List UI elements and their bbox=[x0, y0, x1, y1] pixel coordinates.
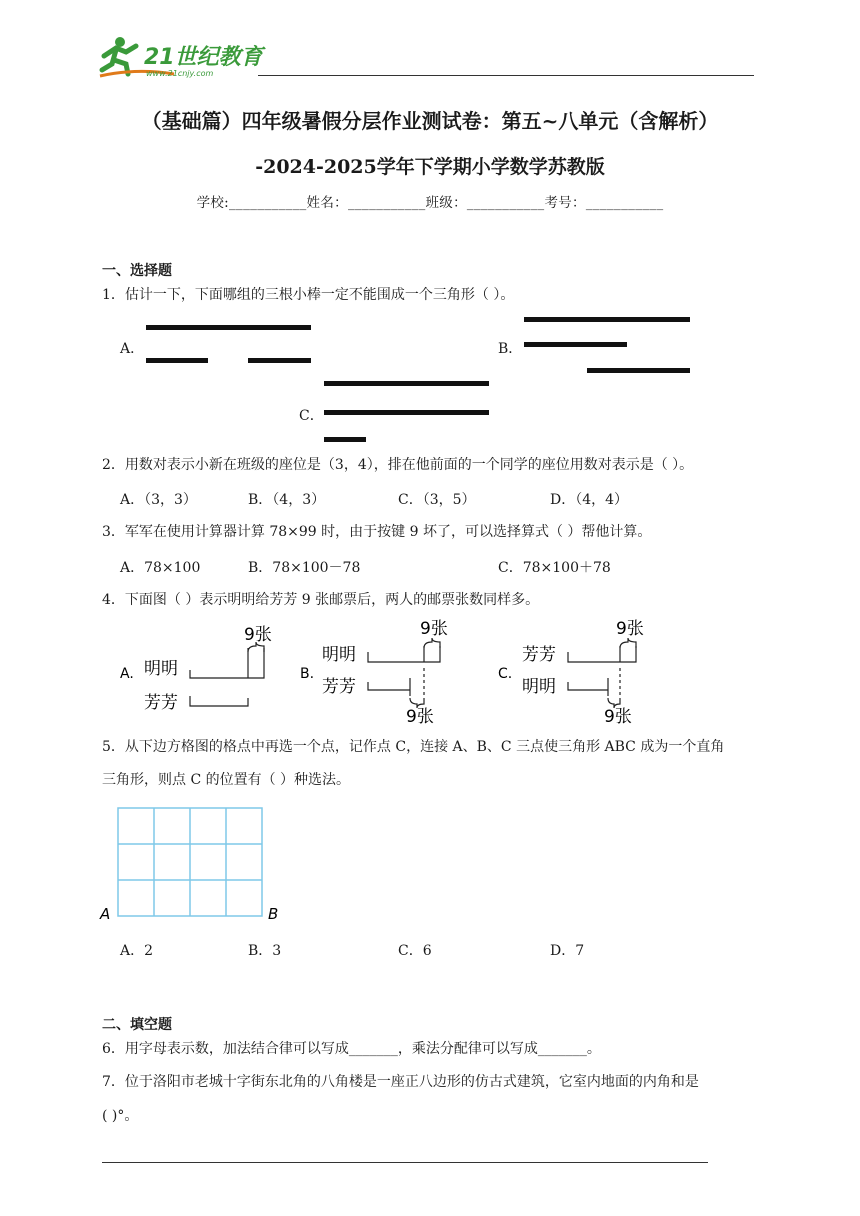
q4-b-nine-top: 9张 bbox=[420, 619, 448, 639]
q2-option-b: B．（4，3） bbox=[248, 492, 326, 508]
q3-option-c: C．78×100＋78 bbox=[498, 560, 611, 576]
q1-a-stick-1 bbox=[146, 325, 311, 330]
section-heading-choice: 一、选择题 bbox=[102, 263, 172, 279]
q1-option-a-label: A． bbox=[120, 341, 145, 357]
q4-a-ming: 明明 bbox=[144, 659, 178, 679]
q4-b-label: B. bbox=[300, 666, 315, 682]
q4-c-nine-bottom: 9张 bbox=[604, 707, 632, 727]
footer-rule bbox=[102, 1162, 708, 1163]
q2-option-a: A．（3，3） bbox=[120, 492, 197, 508]
q2-option-c: C．（3，5） bbox=[398, 492, 476, 508]
q1-option-c-label: C． bbox=[299, 408, 324, 424]
page-title-line1: （基础篇）四年级暑假分层作业测试卷：第五~八单元（含解析） bbox=[141, 109, 719, 133]
runner-logo-icon bbox=[96, 34, 266, 80]
site-logo bbox=[96, 34, 266, 80]
q1-b-stick-1 bbox=[524, 317, 690, 322]
q1-c-stick-1 bbox=[324, 381, 489, 386]
q1-b-stick-2 bbox=[524, 342, 627, 347]
q1-a-stick-3 bbox=[248, 358, 311, 363]
q4-a-nine: 9张 bbox=[244, 625, 272, 645]
q1-c-stick-3 bbox=[324, 437, 366, 442]
q5-option-c: C．6 bbox=[398, 943, 432, 959]
q4-a-label: A. bbox=[120, 666, 134, 682]
q1-b-stick-3 bbox=[587, 368, 690, 373]
header-rule bbox=[258, 75, 754, 76]
q5-option-a: A．2 bbox=[120, 943, 154, 959]
question-5-stem-line2: 三角形，则点 C 的位置有（ ）种选法。 bbox=[102, 772, 351, 788]
q4-b-fang: 芳芳 bbox=[322, 677, 356, 697]
q4-c-ming: 明明 bbox=[522, 677, 556, 697]
q4-b-nine-bottom: 9张 bbox=[406, 707, 434, 727]
svg-text:21世纪教育: 21世纪教育 bbox=[144, 45, 263, 70]
question-5-stem-line1: 5．从下边方格图的格点中再选一个点，记作点 C，连接 A、B、C 三点使三角形 ABC 成为一个直角 bbox=[102, 739, 725, 755]
q5-option-d: D．7 bbox=[550, 943, 585, 959]
q2-option-d: D．（4，4） bbox=[550, 492, 629, 508]
page-title-line2: -2024-2025学年下学期小学数学苏教版 bbox=[255, 156, 605, 178]
q4-c-fang: 芳芳 bbox=[522, 645, 556, 665]
q1-a-stick-2 bbox=[146, 358, 208, 363]
question-3-stem: 3．军军在使用计算器计算 78×99 时，由于按键 9 坏了，可以选择算式（ ）帮他计算。 bbox=[102, 524, 652, 540]
question-2-stem: 2．用数对表示小新在班级的座位是（3，4），排在他前面的一个同学的座位用数对表示是（ ）。 bbox=[102, 457, 694, 473]
q4-a-fang: 芳芳 bbox=[144, 693, 178, 713]
q3-option-b: B．78×100－78 bbox=[248, 560, 361, 576]
question-6-stem: 6．用字母表示数，加法结合律可以写成_______，乘法分配律可以写成_______。 bbox=[102, 1041, 601, 1057]
q4-b-ming: 明明 bbox=[322, 645, 356, 665]
student-info-line: 学校:___________姓名：___________班级：___________考号：___________ bbox=[196, 195, 664, 211]
q4-c-nine-top: 9张 bbox=[616, 619, 644, 639]
question-1-stem: 1．估计一下，下面哪组的三根小棒一定不能围成一个三角形（ ）。 bbox=[102, 287, 515, 303]
q3-option-a: A．78×100 bbox=[120, 560, 201, 576]
section-heading-fill: 二、填空题 bbox=[102, 1017, 172, 1033]
q1-c-stick-2 bbox=[324, 410, 489, 415]
q5-grid bbox=[96, 802, 296, 926]
q5-point-b: B bbox=[268, 905, 279, 923]
q4-diagrams bbox=[110, 618, 670, 730]
q5-option-b: B．3 bbox=[248, 943, 282, 959]
question-4-stem: 4．下面图（ ）表示明明给芳芳 9 张邮票后，两人的邮票张数同样多。 bbox=[102, 592, 540, 608]
svg-text:www.21cnjy.com: www.21cnjy.com bbox=[146, 69, 214, 78]
q4-c-label: C. bbox=[498, 666, 513, 682]
q5-point-a: A bbox=[100, 905, 111, 923]
question-7-stem-line1: 7．位于洛阳市老城十字街东北角的八角楼是一座正八边形的仿古式建筑，它室内地面的内角和是 bbox=[102, 1074, 699, 1090]
q1-option-b-label: B． bbox=[498, 341, 523, 357]
question-7-stem-line2: ( )°。 bbox=[102, 1108, 139, 1124]
